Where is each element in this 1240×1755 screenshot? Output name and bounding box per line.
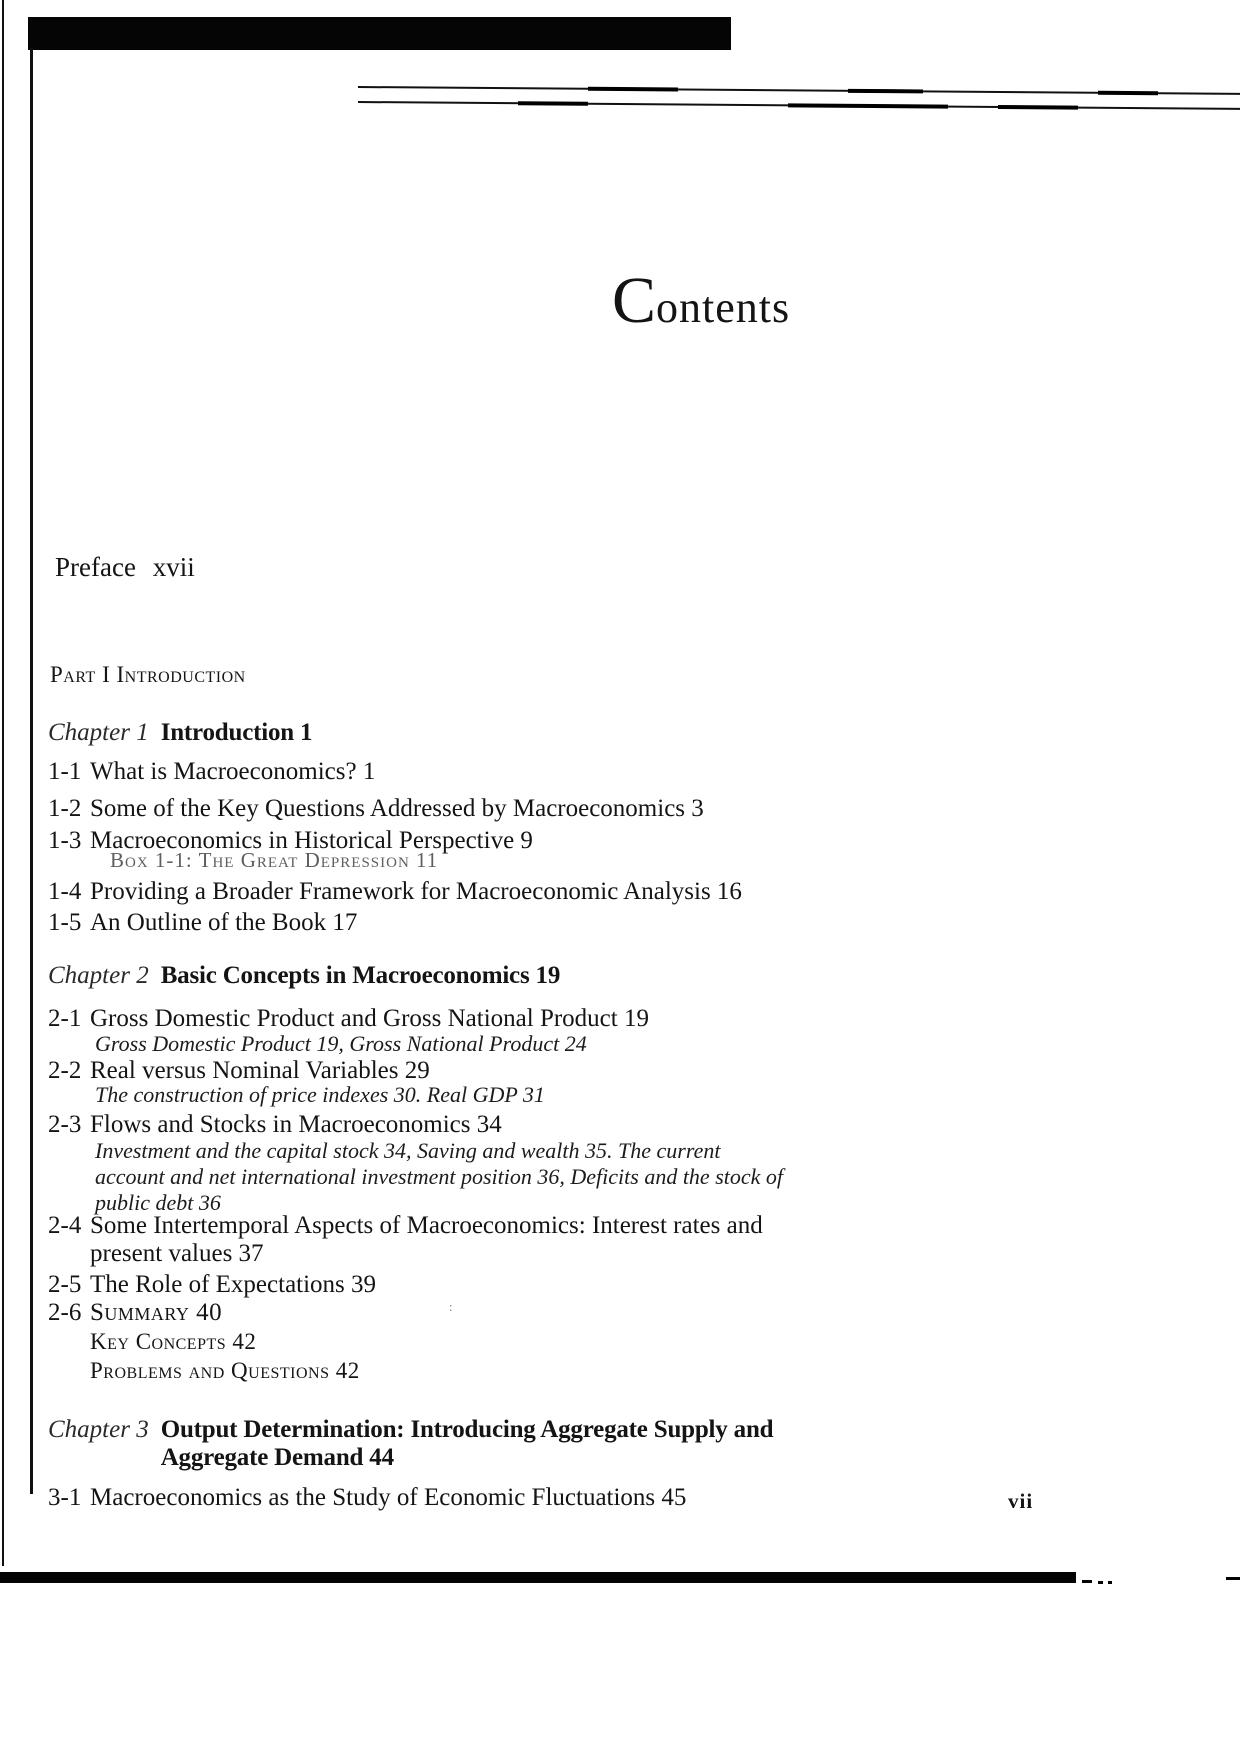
chapter-title-line1: Output Determination: Introducing Aggregate Supply and — [160, 1416, 774, 1443]
toc-entry — [48, 1299, 818, 1327]
chapter-label: Chapter 3 — [48, 1416, 149, 1443]
scan-dash — [1098, 1581, 1103, 1584]
gutter-line — [30, 48, 33, 1494]
chapter-label: Chapter 2 — [48, 962, 149, 989]
toc-entry — [48, 1057, 818, 1085]
section-title: Summary 40 — [90, 1299, 223, 1326]
subsection-line: The construction of price indexes 30. Real GDP 31 — [95, 1082, 545, 1107]
section-title: Some of the Key Questions Addressed by Macroeconomics 3 — [90, 795, 704, 822]
chapter-title — [161, 1416, 774, 1472]
section-title: An Outline of the Book 17 — [90, 909, 358, 936]
subsection-line: Gross Domestic Product 19, Gross National Product 24 — [95, 1031, 587, 1056]
part-heading: Part I Introduction — [50, 662, 246, 687]
preface-label: Preface — [55, 552, 136, 582]
section-number: 3-1 — [48, 1484, 82, 1511]
backmatter-entry: Key Concepts 42 — [90, 1329, 257, 1354]
scan-top-black-bar — [28, 17, 731, 50]
section-number: 1-2 — [48, 795, 82, 822]
rule-ink-blot — [998, 105, 1078, 110]
backmatter-entry: Problems and Questions 42 — [90, 1358, 360, 1383]
toc-entry — [48, 1111, 818, 1139]
section-title: Macroeconomics as the Study of Economic Fluctuations 45 — [90, 1484, 687, 1511]
scan-dash — [1226, 1577, 1240, 1580]
section-title: What is Macroeconomics? 1 — [90, 758, 376, 785]
section-number: 2-5 — [48, 1271, 82, 1298]
section-title: Providing a Broader Framework for Macroeconomic Analysis 16 — [90, 878, 742, 905]
toc-entry — [48, 1271, 818, 1299]
scan-dash — [1082, 1580, 1092, 1583]
top-rule-1 — [358, 86, 1240, 95]
subsection-line: Investment and the capital stock 34, Saving and wealth 35. The current account and net international investment position 36, Deficits and the stock of public debt 36 — [95, 1138, 784, 1215]
chapter-heading-2 — [48, 962, 560, 990]
chapter-heading-3 — [48, 1416, 773, 1472]
toc-entry — [48, 1212, 816, 1268]
preface-page-number: xvii — [152, 552, 195, 582]
rule-ink-blot — [588, 87, 678, 92]
section-title: Some Intertemporal Aspects of Macroeconomics: Interest rates and present values 37 — [90, 1212, 763, 1267]
toc-entry — [48, 1005, 818, 1033]
section-number: 1-1 — [48, 758, 82, 785]
top-rule-2 — [358, 101, 1240, 110]
toc-entry — [48, 878, 818, 906]
section-number: 1-5 — [48, 909, 82, 936]
page-number: vii — [1008, 1489, 1034, 1513]
toc-entry — [48, 1484, 818, 1512]
scan-dash — [1108, 1581, 1112, 1584]
section-title: Macroeconomics in Historical Perspective 9 — [90, 827, 533, 854]
chapter-label: Chapter 1 — [48, 719, 149, 746]
page-title — [612, 264, 791, 337]
page-title-rest: ontents — [656, 283, 791, 332]
toc-entry-preface — [55, 552, 195, 583]
toc-entry — [48, 795, 818, 823]
section-title: Flows and Stocks in Macroeconomics 34 — [90, 1111, 502, 1138]
rule-ink-blot — [518, 101, 588, 106]
rule-ink-blot — [1098, 91, 1158, 95]
scan-bottom-black-bar — [0, 1572, 1076, 1583]
section-number: 1-3 — [48, 827, 82, 854]
rule-ink-blot — [788, 103, 948, 108]
rule-ink-blot — [848, 89, 923, 94]
chapter-title-line2: Aggregate Demand 44 — [160, 1444, 394, 1471]
section-title: Real versus Nominal Variables 29 — [90, 1057, 430, 1084]
section-title: Gross Domestic Product and Gross National Product 19 — [90, 1005, 649, 1032]
chapter-title: Introduction 1 — [160, 719, 313, 746]
page-title-initial: C — [612, 264, 657, 337]
section-number: 2-2 — [48, 1057, 82, 1084]
section-title: The Role of Expectations 39 — [90, 1271, 377, 1298]
scan-artifact: : — [449, 1299, 453, 1314]
section-number: 2-1 — [48, 1005, 82, 1032]
toc-entry — [48, 909, 818, 937]
chapter-title: Basic Concepts in Macroeconomics 19 — [160, 962, 561, 989]
box-entry: Box 1-1: The Great Depression 11 — [110, 848, 439, 872]
section-number: 2-4 — [48, 1212, 82, 1239]
page-edge-line — [2, 0, 4, 1566]
chapter-heading-1 — [48, 719, 312, 747]
section-number: 2-3 — [48, 1111, 82, 1138]
section-number: 1-4 — [48, 878, 82, 905]
toc-entry — [48, 758, 818, 786]
section-number: 2-6 — [48, 1299, 82, 1326]
